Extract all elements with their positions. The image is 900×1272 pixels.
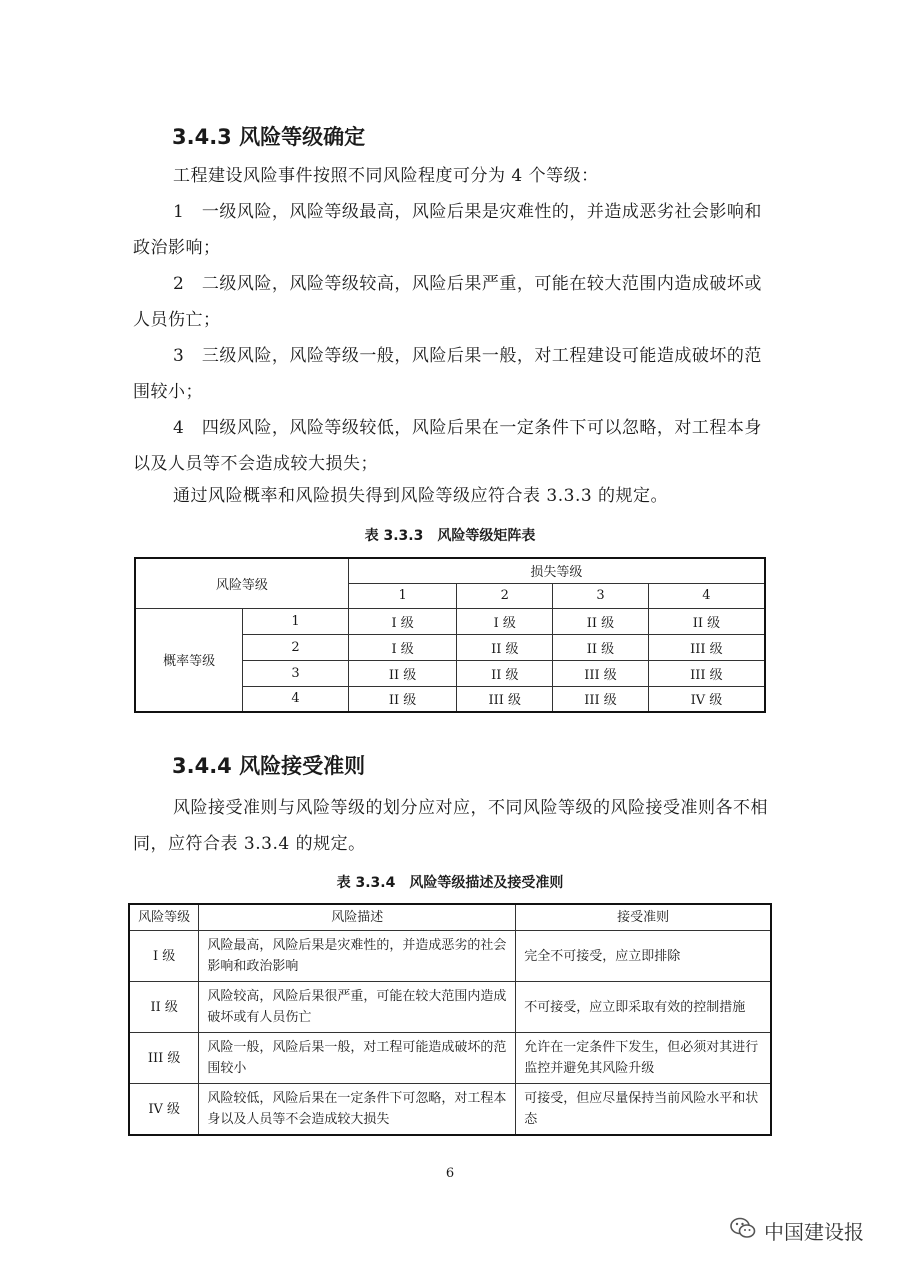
probability-level-cell: 1 <box>243 608 349 634</box>
section-heading-3-4-3: 3.4.3 风险等级确定 <box>172 125 366 149</box>
intro-paragraph: 工程建设风险事件按照不同风险程度可分为 4 个等级： <box>173 166 599 186</box>
risk-level-cell: I 级 <box>129 931 199 982</box>
table-row <box>129 931 771 982</box>
risk-description-cell: 风险最高，风险后果是灾难性的，并造成恶劣的社会影响和政治影响 <box>199 931 516 982</box>
probability-level-cell: 2 <box>243 634 349 660</box>
table-row <box>129 1033 771 1084</box>
watermark <box>730 1216 864 1245</box>
probability-level-cell: 3 <box>243 660 349 686</box>
matrix-cell: II 级 <box>348 660 457 686</box>
probability-level-cell: 4 <box>243 686 349 712</box>
table1-caption: 表 3.3.3 风险等级矩阵表 <box>364 528 536 544</box>
table-row <box>135 558 765 583</box>
risk-description-cell: 风险较高，风险后果很严重，可能在较大范围内造成破坏或有人员伤亡 <box>199 982 516 1033</box>
table-row <box>135 608 765 634</box>
risk-level-cell: II 级 <box>129 982 199 1033</box>
acceptance-criterion-cell: 完全不可接受，应立即排除 <box>516 931 771 982</box>
matrix-cell: I 级 <box>348 608 457 634</box>
matrix-cell: I 级 <box>348 634 457 660</box>
acceptance-paragraph: 风险接受准则与风险等级的划分应对应，不同风险等级的风险接受准则各不相同，应符合表 3.3.4 的规定。 <box>133 798 768 854</box>
closing-paragraph: 通过风险概率和风险损失得到风险等级应符合表 3.3.3 的规定。 <box>173 486 669 506</box>
table-row <box>129 904 771 931</box>
matrix-cell: II 级 <box>457 634 553 660</box>
level-4-paragraph: 4 四级风险，风险等级较低，风险后果在一定条件下可以忽略，对工程本身以及人员等不会造成较大损失； <box>133 418 762 474</box>
probability-level-header: 概率等级 <box>135 608 243 712</box>
matrix-cell: IV 级 <box>648 686 765 712</box>
risk-level-cell: III 级 <box>129 1033 199 1084</box>
matrix-cell: III 级 <box>648 660 765 686</box>
loss-level-cell: 2 <box>457 583 553 608</box>
matrix-cell: II 级 <box>553 608 649 634</box>
loss-level-header: 损失等级 <box>348 558 765 583</box>
risk-description-cell: 风险一般，风险后果一般，对工程可能造成破坏的范围较小 <box>199 1033 516 1084</box>
matrix-corner-header: 风险等级 <box>135 558 348 608</box>
column-header: 风险描述 <box>199 904 516 931</box>
matrix-cell: II 级 <box>457 660 553 686</box>
loss-level-cell: 1 <box>348 583 457 608</box>
loss-level-cell: 3 <box>553 583 649 608</box>
level-2-paragraph: 2 二级风险，风险等级较高，风险后果严重，可能在较大范围内造成破坏或人员伤亡； <box>133 274 762 330</box>
matrix-cell: III 级 <box>457 686 553 712</box>
watermark-text: 中国建设报 <box>764 1220 864 1244</box>
acceptance-criterion-cell: 允许在一定条件下发生，但必须对其进行监控并避免其风险升级 <box>516 1033 771 1084</box>
acceptance-criteria-table <box>128 903 772 1136</box>
risk-level-cell: IV 级 <box>129 1084 199 1136</box>
matrix-cell: III 级 <box>553 660 649 686</box>
matrix-cell: II 级 <box>648 608 765 634</box>
wechat-icon <box>730 1217 756 1244</box>
risk-matrix-table <box>134 557 766 713</box>
acceptance-criterion-cell: 不可接受，应立即采取有效的控制措施 <box>516 982 771 1033</box>
matrix-cell: III 级 <box>553 686 649 712</box>
level-3-paragraph: 3 三级风险，风险等级一般，风险后果一般，对工程建设可能造成破坏的范围较小； <box>133 346 762 402</box>
column-header: 风险等级 <box>129 904 199 931</box>
matrix-cell: II 级 <box>348 686 457 712</box>
acceptance-criterion-cell: 可接受，但应尽量保持当前风险水平和状态 <box>516 1084 771 1136</box>
matrix-cell: II 级 <box>553 634 649 660</box>
section-heading-3-4-4: 3.4.4 风险接受准则 <box>172 754 366 778</box>
column-header: 接受准则 <box>516 904 771 931</box>
matrix-cell: III 级 <box>648 634 765 660</box>
table2-caption: 表 3.3.4 风险等级描述及接受准则 <box>336 875 564 891</box>
table-row <box>129 982 771 1033</box>
loss-level-cell: 4 <box>648 583 765 608</box>
matrix-cell: I 级 <box>457 608 553 634</box>
level-1-paragraph: 1 一级风险，风险等级最高，风险后果是灾难性的，并造成恶劣社会影响和政治影响； <box>133 202 762 258</box>
risk-description-cell: 风险较低，风险后果在一定条件下可忽略，对工程本身以及人员等不会造成较大损失 <box>199 1084 516 1136</box>
page-number: 6 <box>445 1166 455 1181</box>
table-row <box>129 1084 771 1136</box>
